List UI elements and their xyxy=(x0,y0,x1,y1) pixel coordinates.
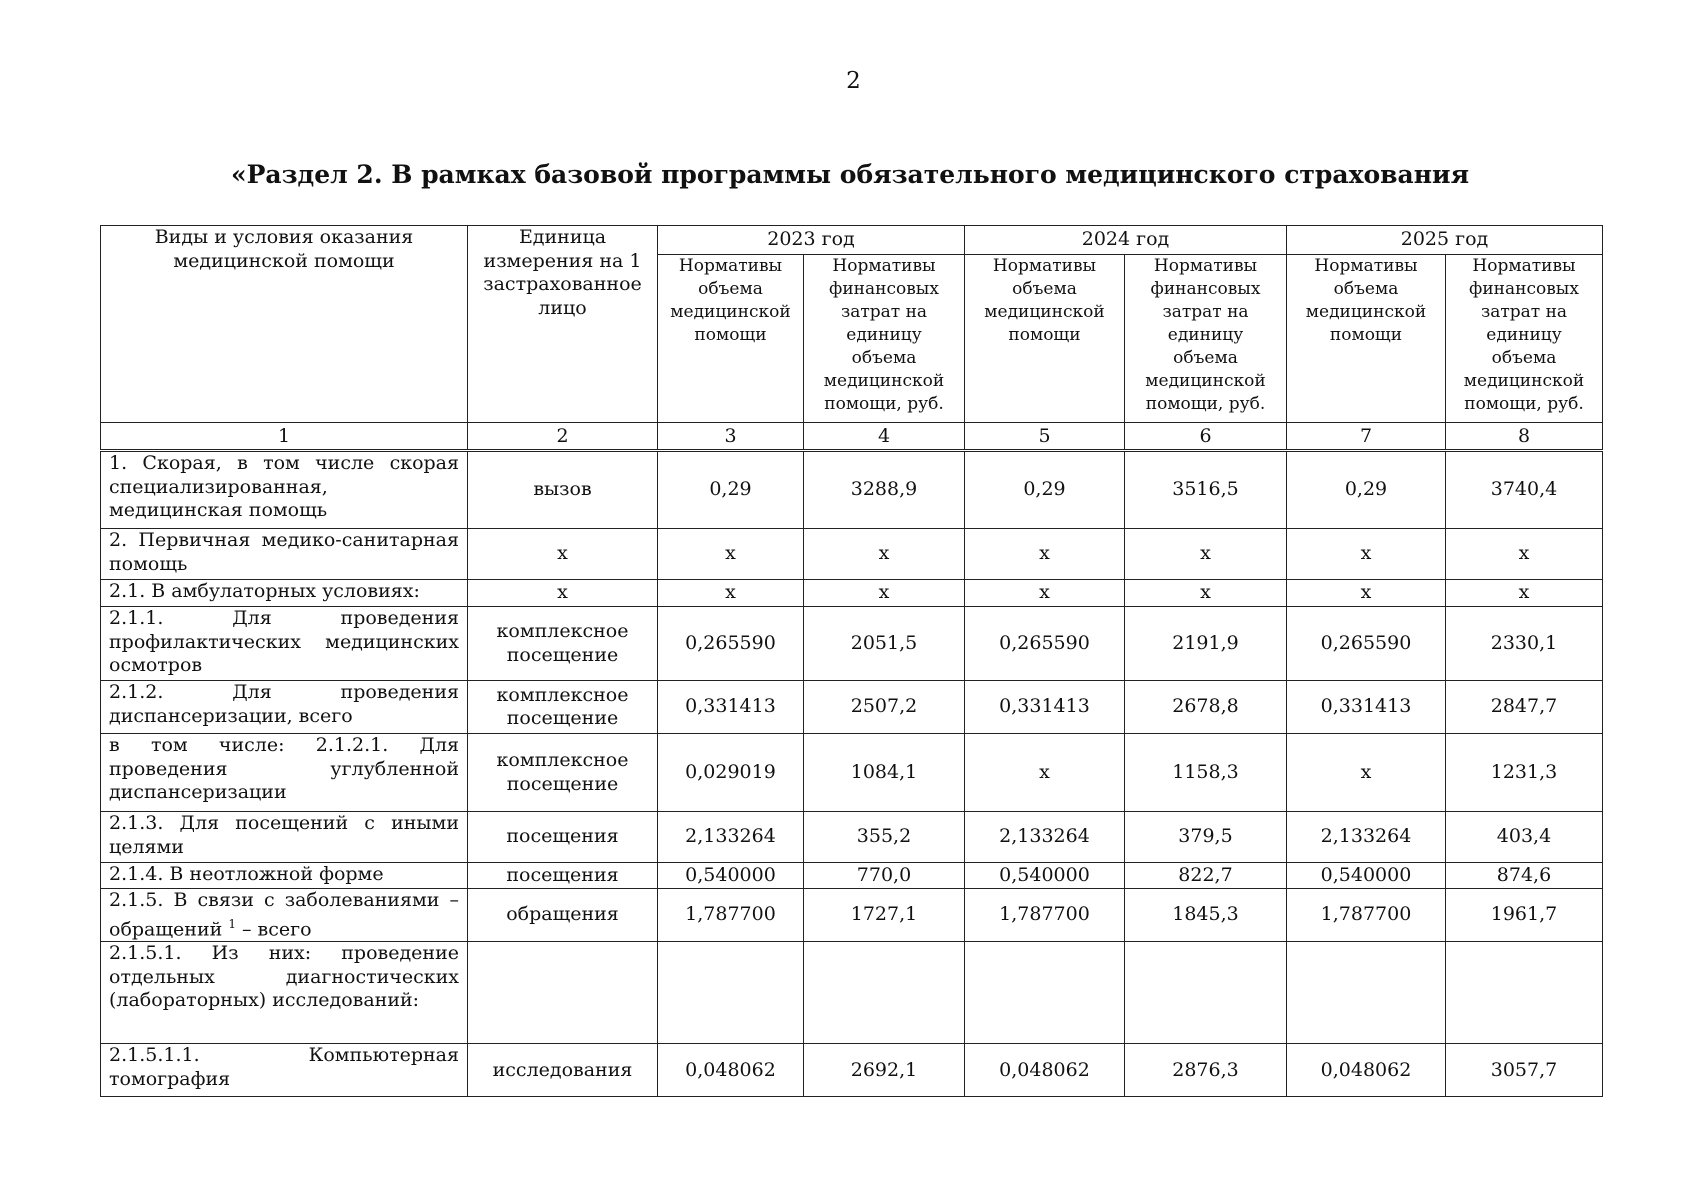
row-value xyxy=(658,942,804,1044)
row-value: х xyxy=(658,529,804,580)
row-name xyxy=(101,812,468,863)
row-name-tail: – всего xyxy=(235,917,312,940)
row-name xyxy=(101,580,468,607)
header-volume: Нормативы объема медицинской помощи xyxy=(1287,255,1446,423)
row-unit: комплексное посещение xyxy=(468,681,658,734)
row-unit xyxy=(468,942,658,1044)
row-value: х xyxy=(965,734,1125,812)
row-name xyxy=(101,863,468,889)
row-value: 874,6 xyxy=(1446,863,1603,889)
row-value: х xyxy=(965,580,1125,607)
table-row xyxy=(101,734,1603,812)
row-value: 1231,3 xyxy=(1446,734,1603,812)
column-number: 4 xyxy=(804,423,965,451)
row-value: 0,29 xyxy=(658,451,804,529)
row-unit: исследования xyxy=(468,1044,658,1097)
row-unit: х xyxy=(468,529,658,580)
row-value: 3516,5 xyxy=(1125,451,1287,529)
row-value: 822,7 xyxy=(1125,863,1287,889)
row-value: х xyxy=(1446,529,1603,580)
row-name xyxy=(101,889,468,942)
row-name xyxy=(101,734,468,812)
row-value xyxy=(1125,942,1287,1044)
row-value: 2,133264 xyxy=(965,812,1125,863)
row-value: 1084,1 xyxy=(804,734,965,812)
row-value: 2,133264 xyxy=(1287,812,1446,863)
column-number: 7 xyxy=(1287,423,1446,451)
row-value: х xyxy=(658,580,804,607)
row-value: 0,265590 xyxy=(1287,607,1446,681)
header-cost: Нормативы финансовых затрат на единицу объема медицинской помощи, руб. xyxy=(804,255,965,423)
row-value: х xyxy=(1446,580,1603,607)
row-name-text: в том числе: 2.1.2.1. Для проведения углубленной диспансеризации xyxy=(109,734,459,803)
row-value: 0,29 xyxy=(965,451,1125,529)
row-name-text: 1. Скорая, в том числе скорая специализированная, медицинская помощь xyxy=(109,452,459,521)
row-value: 0,540000 xyxy=(658,863,804,889)
row-value: х xyxy=(1125,529,1287,580)
table-row xyxy=(101,1044,1603,1097)
row-value: 3740,4 xyxy=(1446,451,1603,529)
row-unit: посещения xyxy=(468,863,658,889)
footnote-marker: 1 xyxy=(228,916,236,931)
row-name-text: 2.1.5. В связи с заболеваниями – обращений xyxy=(109,889,459,940)
row-unit: обращения xyxy=(468,889,658,942)
row-value: х xyxy=(1287,734,1446,812)
row-value: 1,787700 xyxy=(658,889,804,942)
row-name-text: 2.1.4. В неотложной форме xyxy=(109,863,384,885)
row-value: 355,2 xyxy=(804,812,965,863)
row-value: 0,029019 xyxy=(658,734,804,812)
row-value: 1,787700 xyxy=(1287,889,1446,942)
row-value: 2191,9 xyxy=(1125,607,1287,681)
row-value xyxy=(1446,942,1603,1044)
row-name xyxy=(101,1044,468,1097)
page-number: 2 xyxy=(846,68,861,94)
row-value: 0,048062 xyxy=(658,1044,804,1097)
row-value: 0,331413 xyxy=(1287,681,1446,734)
row-value: 0,540000 xyxy=(965,863,1125,889)
row-value: 0,048062 xyxy=(1287,1044,1446,1097)
row-unit: х xyxy=(468,580,658,607)
table-body xyxy=(101,451,1603,1097)
row-unit: посещения xyxy=(468,812,658,863)
table-row xyxy=(101,942,1603,1044)
row-value: 1961,7 xyxy=(1446,889,1603,942)
row-value: 3057,7 xyxy=(1446,1044,1603,1097)
column-number: 6 xyxy=(1125,423,1287,451)
row-name xyxy=(101,451,468,529)
header-volume: Нормативы объема медицинской помощи xyxy=(658,255,804,423)
header-year-2024: 2024 год xyxy=(965,226,1287,255)
section-title: «Раздел 2. В рамках базовой программы обязательного медицинского страхования xyxy=(230,160,1470,189)
row-value: 2507,2 xyxy=(804,681,965,734)
row-name-text: 2.1.3. Для посещений с иными целями xyxy=(109,812,459,858)
row-name-text: 2.1.1. Для проведения профилактических медицинских осмотров xyxy=(109,607,459,676)
row-value: 0,331413 xyxy=(658,681,804,734)
column-number: 2 xyxy=(468,423,658,451)
header-kind: Виды и условия оказания медицинской помощи xyxy=(101,226,468,423)
row-name-text: 2.1. В амбулаторных условиях: xyxy=(109,580,420,602)
row-value: 2,133264 xyxy=(658,812,804,863)
column-number: 8 xyxy=(1446,423,1603,451)
header-year-2023: 2023 год xyxy=(658,226,965,255)
row-value: 1,787700 xyxy=(965,889,1125,942)
row-value: 0,29 xyxy=(1287,451,1446,529)
norms-table xyxy=(100,225,1603,1097)
row-value: 0,265590 xyxy=(965,607,1125,681)
table-row xyxy=(101,607,1603,681)
header-row-years xyxy=(101,226,1603,255)
row-value: 2692,1 xyxy=(804,1044,965,1097)
row-value: 1727,1 xyxy=(804,889,965,942)
row-value: 379,5 xyxy=(1125,812,1287,863)
row-value: х xyxy=(1287,580,1446,607)
row-value xyxy=(804,942,965,1044)
row-name-text: 2. Первичная медико-санитарная помощь xyxy=(109,529,459,575)
table-row xyxy=(101,529,1603,580)
table-row xyxy=(101,451,1603,529)
row-value: 770,0 xyxy=(804,863,965,889)
row-unit: комплексное посещение xyxy=(468,607,658,681)
row-value: 2051,5 xyxy=(804,607,965,681)
row-value: х xyxy=(1287,529,1446,580)
column-number: 5 xyxy=(965,423,1125,451)
column-number: 1 xyxy=(101,423,468,451)
row-value: 0,048062 xyxy=(965,1044,1125,1097)
row-name xyxy=(101,529,468,580)
row-value: 403,4 xyxy=(1446,812,1603,863)
column-number: 3 xyxy=(658,423,804,451)
row-name-text: 2.1.5.1.1. Компьютерная томография xyxy=(109,1044,459,1090)
header-unit: Единица измерения на 1 застрахованное лицо xyxy=(468,226,658,423)
table-row xyxy=(101,889,1603,942)
row-unit: вызов xyxy=(468,451,658,529)
row-value: х xyxy=(965,529,1125,580)
row-name-text: 2.1.2. Для проведения диспансеризации, всего xyxy=(109,681,459,727)
row-name xyxy=(101,607,468,681)
row-name xyxy=(101,942,468,1044)
row-value: 2678,8 xyxy=(1125,681,1287,734)
row-value: 2847,7 xyxy=(1446,681,1603,734)
table-row xyxy=(101,681,1603,734)
header-cost: Нормативы финансовых затрат на единицу объема медицинской помощи, руб. xyxy=(1125,255,1287,423)
row-value: 2876,3 xyxy=(1125,1044,1287,1097)
row-value: 3288,9 xyxy=(804,451,965,529)
row-value: 0,265590 xyxy=(658,607,804,681)
row-value xyxy=(1287,942,1446,1044)
table-row xyxy=(101,863,1603,889)
header-year-2025: 2025 год xyxy=(1287,226,1603,255)
row-value: 0,331413 xyxy=(965,681,1125,734)
row-unit: комплексное посещение xyxy=(468,734,658,812)
header-volume: Нормативы объема медицинской помощи xyxy=(965,255,1125,423)
row-value: 0,540000 xyxy=(1287,863,1446,889)
header-cost: Нормативы финансовых затрат на единицу объема медицинской помощи, руб. xyxy=(1446,255,1603,423)
row-name xyxy=(101,681,468,734)
row-value: 1158,3 xyxy=(1125,734,1287,812)
table-row xyxy=(101,580,1603,607)
row-value: х xyxy=(1125,580,1287,607)
row-value: х xyxy=(804,529,965,580)
table-row xyxy=(101,812,1603,863)
row-value xyxy=(965,942,1125,1044)
row-name-text: 2.1.5.1. Из них: проведение отдельных диагностических (лабораторных) исследований: xyxy=(109,942,459,1012)
row-value: 1845,3 xyxy=(1125,889,1287,942)
row-value: х xyxy=(804,580,965,607)
column-number-row xyxy=(101,423,1603,451)
row-value: 2330,1 xyxy=(1446,607,1603,681)
